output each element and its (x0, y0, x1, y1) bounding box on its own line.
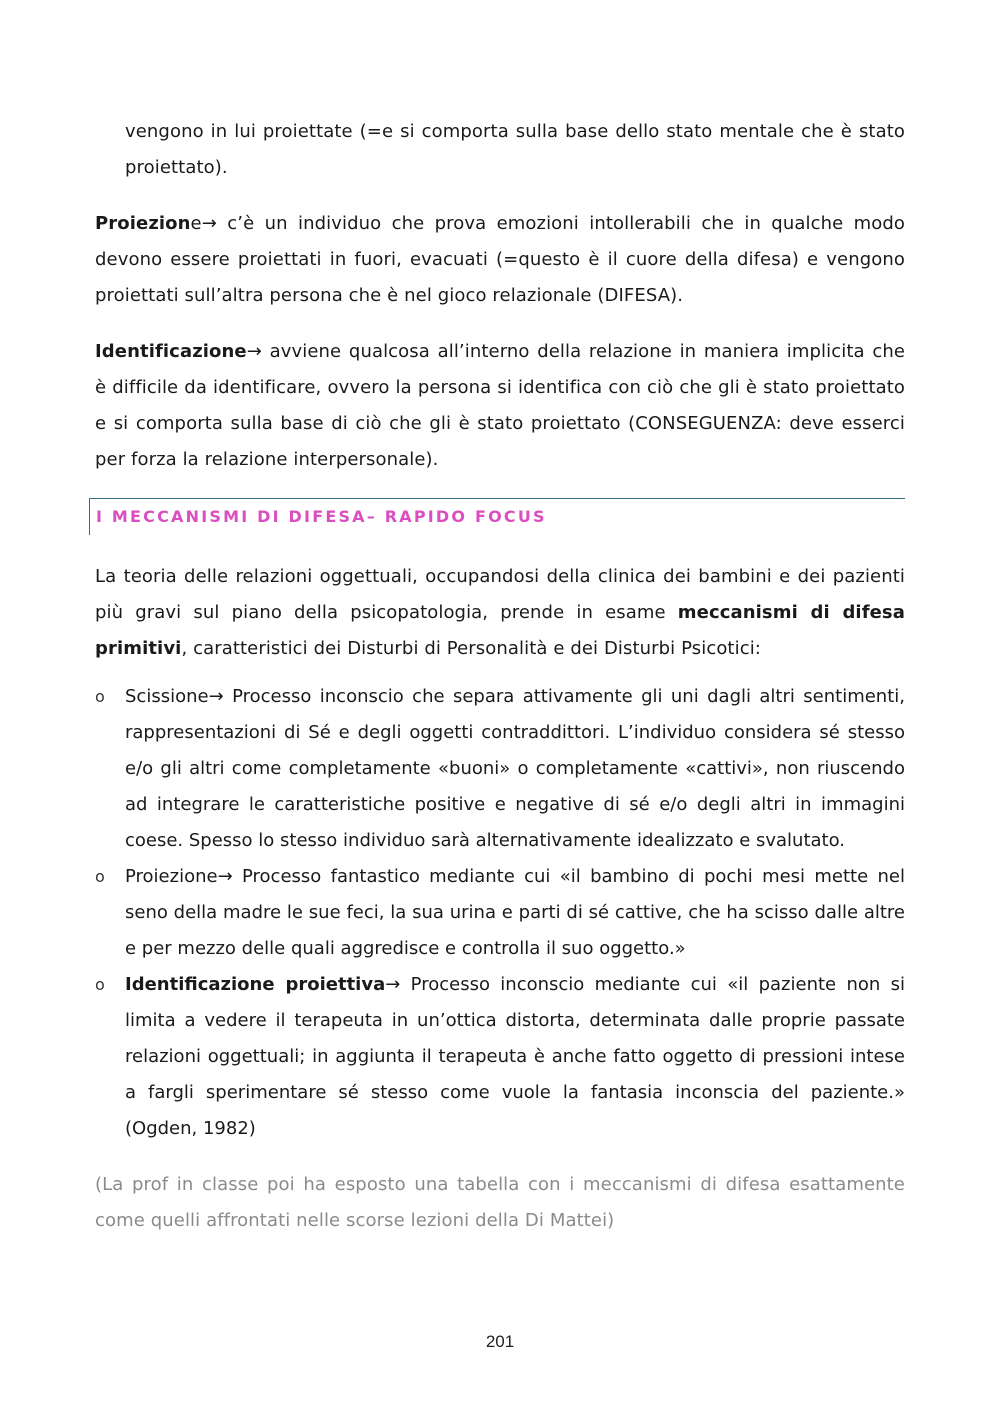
intro-continuation: vengono in lui proiettate (=e si comporta sulla base dello stato mentale che è stato proiettato). (125, 121, 905, 178)
section-title: I MECCANISMI DI DIFESA– RAPIDO FOCUS (96, 507, 547, 526)
proiezione-text: c’è un individuo che prova emozioni intollerabili che in qualche modo devono essere proiettati in fuori, evacuati (=questo è il cuore della difesa) e vengono proiettati sull’altra persona che è nel gioco relazionale (DIFESA). (95, 213, 905, 306)
proiezione-paragraph (95, 206, 905, 314)
bullet-icon: o (95, 687, 105, 706)
proiezione-term: Proiezion (95, 213, 191, 234)
identificazione-paragraph (95, 334, 905, 478)
bullet-icon: o (95, 867, 105, 886)
proiezione-term-tail: e (190, 213, 202, 234)
defense-mechanisms-list (95, 679, 905, 1147)
identificazione-text: avviene qualcosa all’interno della relazione in maniera implicita che è difficile da identificare, ovvero la persona si identifica con ciò che gli è stato proiettato e si comporta sulla base di ciò che gli è stato proiettato (CONSEGUENZA: deve esserci per forza la relazione interpersonale). (95, 341, 905, 470)
list-item-identificazione-proiettiva (95, 967, 905, 1147)
right-arrow-icon: → (201, 213, 217, 234)
identificazione-term: Identificazione (95, 341, 247, 362)
list-item-text: Processo inconscio mediante cui «il paziente non si limita a vedere il terapeuta in un’ottica distorta, determinata dalle proprie passate relazioni oggettuali; in aggiunta il terapeuta è anche fatto oggetto di pressioni intese a fargli sperimentare sé stesso come vuole la fantasia inconscia del paziente.» (Ogden, 1982) (125, 974, 905, 1139)
right-arrow-icon: → (385, 974, 401, 995)
list-item-text: Processo fantastico mediante cui «il bambino di pochi mesi mette nel seno della madre le sue feci, la sua urina e parti di sé cattive, che ha scisso dalle altre e per mezzo delle quali aggredisce e controlla il suo oggetto.» (125, 866, 905, 959)
document-page (95, 114, 905, 1239)
section-heading (89, 498, 905, 535)
list-item-scissione (95, 679, 905, 859)
right-arrow-icon: → (208, 686, 224, 707)
list-item-term: Proiezione (125, 866, 218, 887)
list-item-term: Scissione (125, 686, 209, 707)
list-item-proiezione (95, 859, 905, 967)
bullet-icon: o (95, 975, 105, 994)
section-intro-paragraph (95, 559, 905, 667)
list-item-text: Processo inconscio che separa attivamente gli uni dagli altri sentimenti, rappresentazioni di Sé e degli oggetti contraddittori. L’individuo considera sé stesso e/o gli altri come completamente «buoni» o completamente «cattivi», non riuscendo ad integrare le caratteristiche positive e negative di sé e/o degli altri in immagini coese. Spesso lo stesso individuo sarà alternativamente idealizzato e svalutato. (125, 686, 905, 851)
section-intro-before: La teoria delle relazioni oggettuali, occupandosi della clinica dei bambini e dei pazienti più gravi sul piano della psicopatologia, prende in esame (95, 566, 905, 623)
list-item-term: Identificazione proiettiva (125, 974, 386, 995)
section-intro-after: , caratteristici dei Disturbi di Personalità e dei Disturbi Psicotici: (181, 638, 761, 659)
right-arrow-icon: → (217, 866, 233, 887)
right-arrow-icon: → (246, 341, 262, 362)
teacher-note: (La prof in classe poi ha esposto una tabella con i meccanismi di difesa esattamente come quelli affrontati nelle scorse lezioni della Di Mattei) (95, 1174, 905, 1231)
page-number: 201 (485, 1332, 515, 1351)
section-intro-bold: meccanismi di difesa primitivi (95, 602, 905, 659)
